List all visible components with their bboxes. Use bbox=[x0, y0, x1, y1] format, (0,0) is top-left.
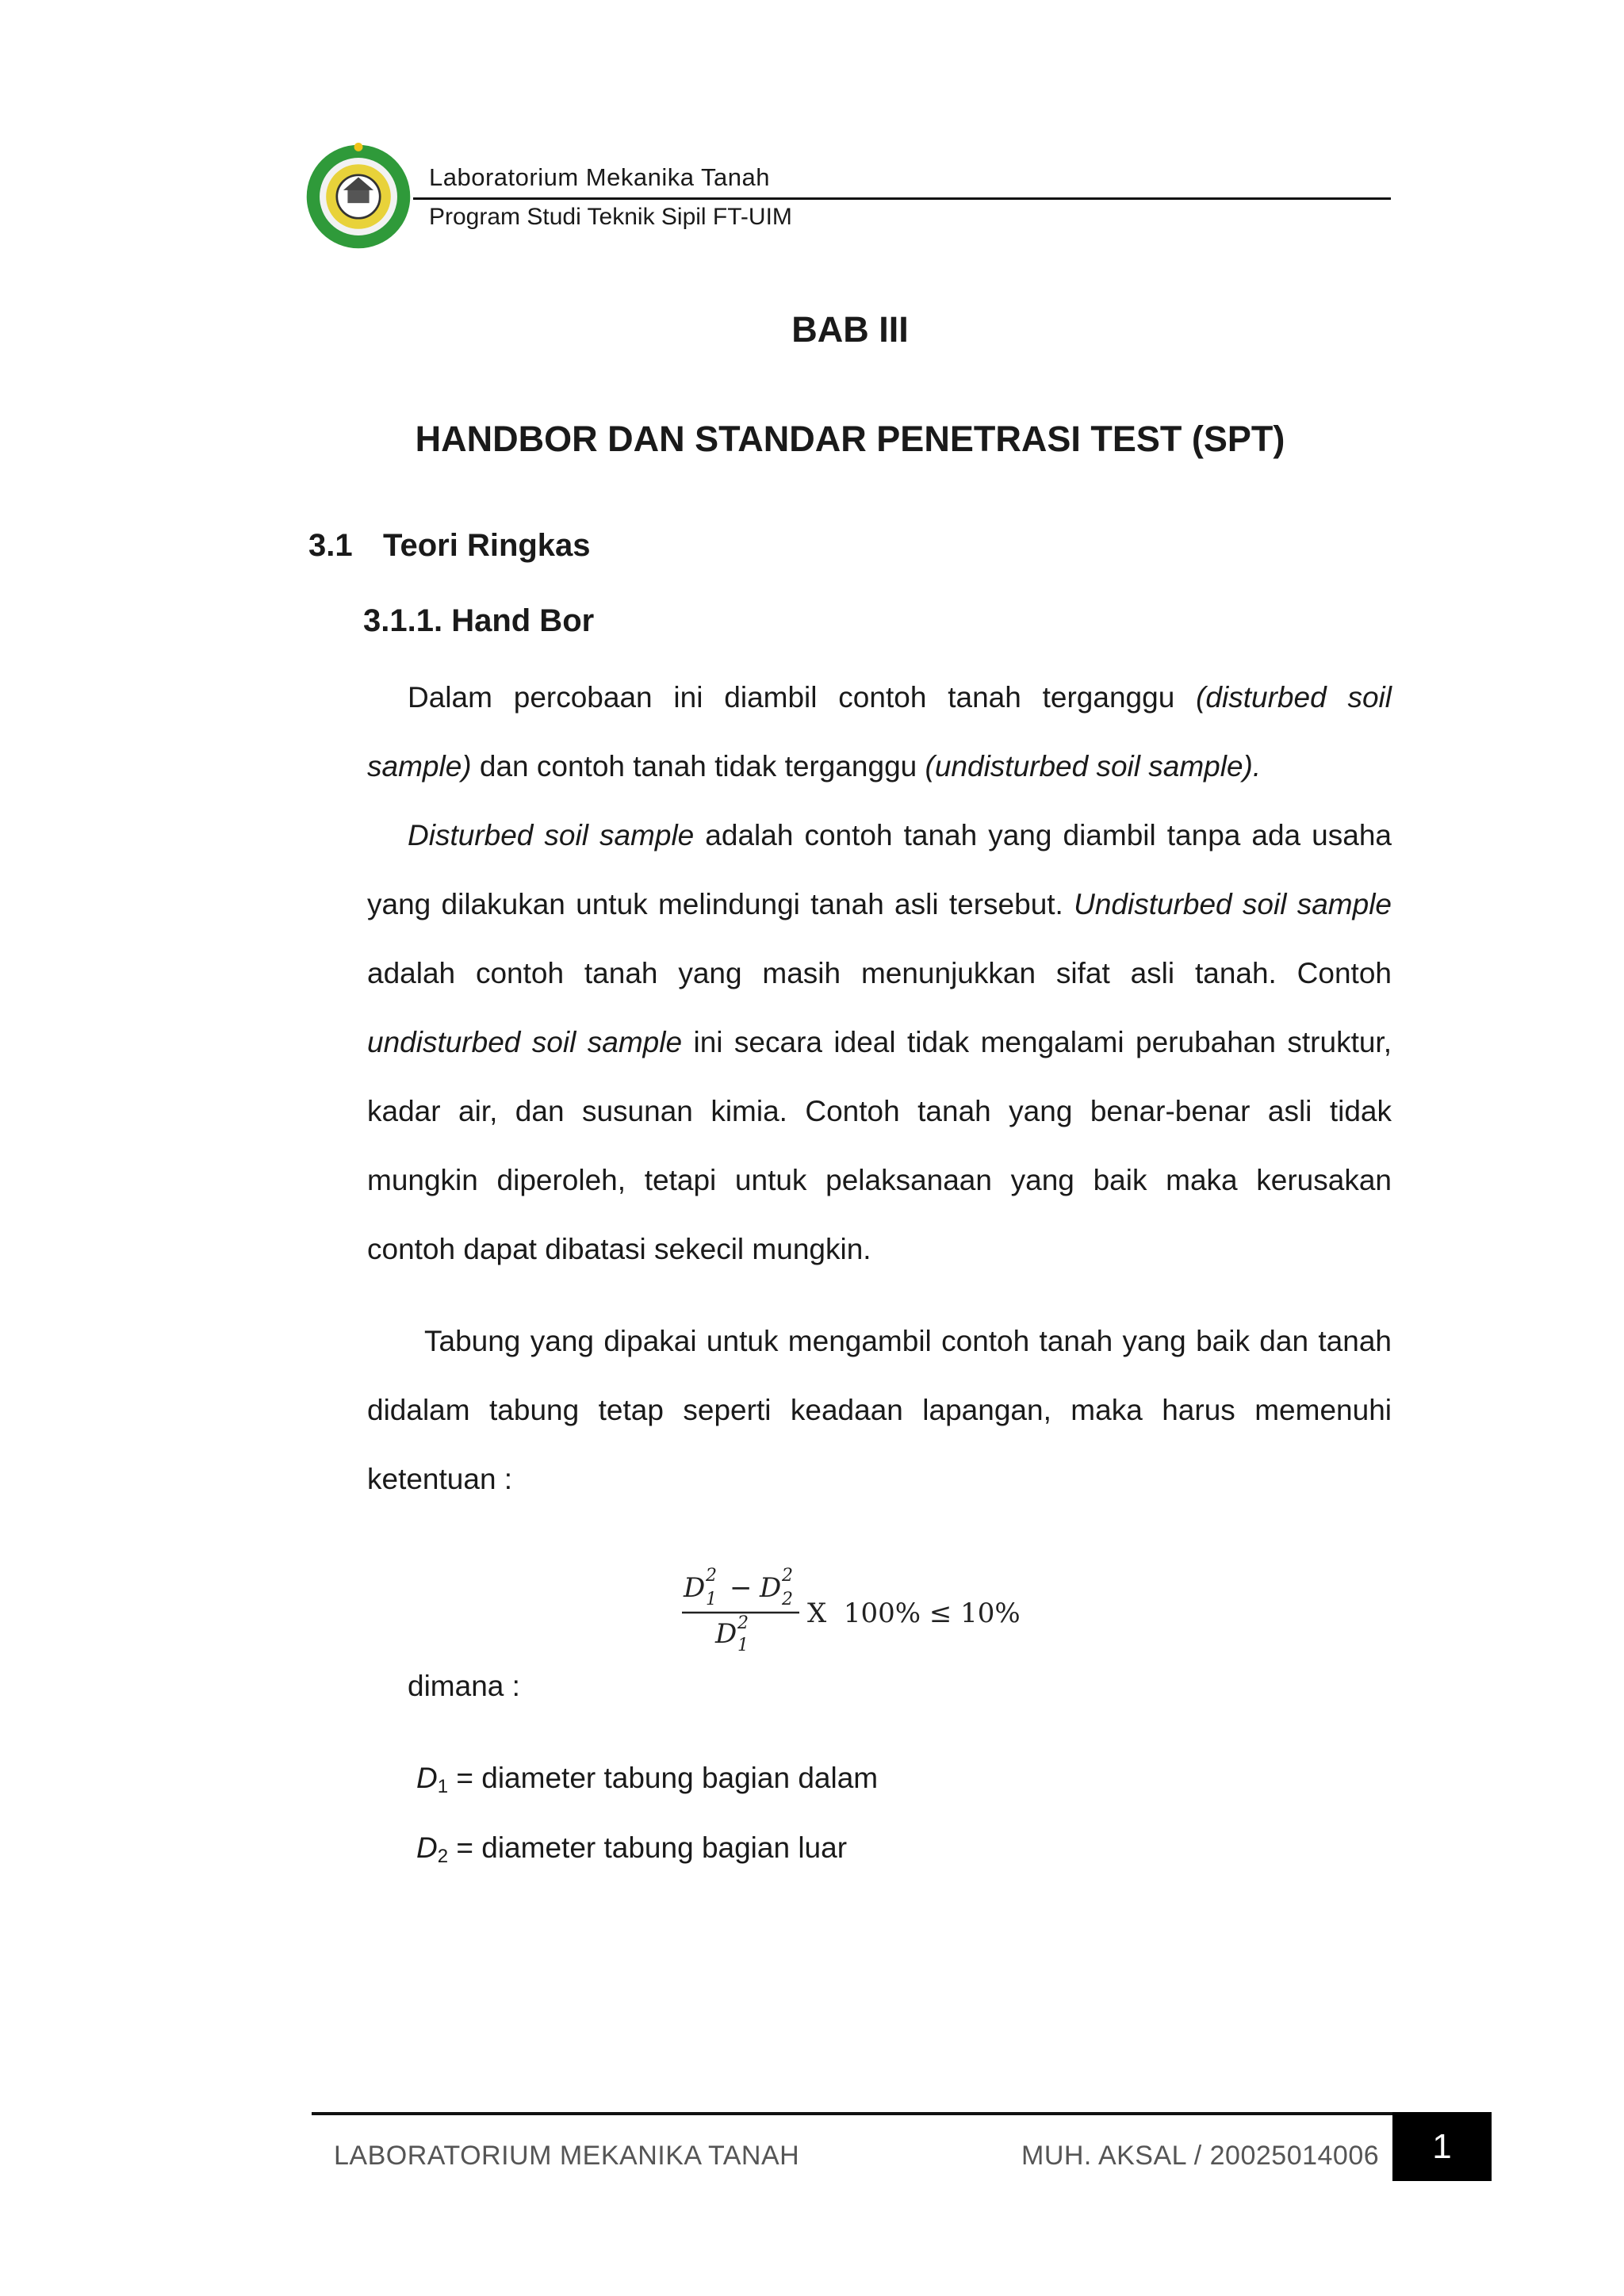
formula-minus: − bbox=[730, 1572, 753, 1604]
italic-term: Disturbed soil sample bbox=[408, 819, 695, 851]
def-symbol: D bbox=[416, 1762, 438, 1794]
formula-rhs: X 100% ≤ 10% bbox=[807, 1598, 1021, 1629]
italic-term: Undisturbed soil sample bbox=[1074, 888, 1392, 920]
paragraph-tabung: Tabung yang dipakai untuk mengambil contoh tanah yang baik dan tanah didalam tabung tetap seperti keadaan lapangan, maka harus memenuhi ketentuan : bbox=[367, 1325, 1392, 1495]
text-run: adalah contoh tanah yang diambil tanpa ada usaha yang dilakukan untuk melindungi tanah asli tersebut. bbox=[367, 819, 1392, 920]
text-run: Dalam percobaan ini diambil contoh tanah terganggu bbox=[408, 681, 1197, 714]
text-run: dan contoh tanah tidak terganggu bbox=[471, 750, 925, 783]
subsection-heading: 3.1.1. Hand Bor bbox=[363, 603, 595, 638]
chapter-number: BAB III bbox=[791, 309, 909, 350]
text-run: ini secara ideal tidak mengalami perubahan struktur, kadar air, dan susunan kimia. Contoh tanah yang benar-benar asli tidak mungkin diperoleh, tetapi untuk pelaksanaan yang baik maka kerusakan contoh dapat dibatasi sekecil mungkin. bbox=[367, 1026, 1392, 1265]
formula-den-d1: D bbox=[715, 1618, 737, 1650]
header-rule bbox=[413, 197, 1391, 200]
definition-d2 bbox=[416, 1831, 847, 1868]
footer-rule bbox=[312, 2112, 1396, 2115]
header-lab-name: Laboratorium Mekanika Tanah bbox=[429, 163, 770, 191]
italic-term: undisturbed soil sample bbox=[367, 1026, 683, 1058]
paragraph-definition bbox=[367, 801, 1392, 1284]
section-title: Teori Ringkas bbox=[383, 528, 591, 563]
def-subscript: 1 bbox=[437, 1776, 449, 1797]
body-text-2 bbox=[367, 1307, 1392, 1513]
paragraph-intro bbox=[367, 663, 1392, 801]
formula-sub: 1 bbox=[737, 1636, 749, 1654]
def-subscript: 2 bbox=[437, 1846, 449, 1867]
formula-sup: 2 bbox=[706, 1566, 717, 1586]
def-symbol: D bbox=[416, 1831, 438, 1864]
def-text: = diameter tabung bagian luar bbox=[448, 1831, 848, 1864]
formula-num-d2: D bbox=[760, 1572, 782, 1604]
header-program: Program Studi Teknik Sipil FT-UIM bbox=[429, 204, 792, 230]
italic-term: (disturbed soil sample) bbox=[367, 681, 1392, 783]
formula-sub: 2 bbox=[782, 1590, 793, 1609]
university-logo bbox=[304, 143, 412, 251]
italic-term: (undisturbed soil sample). bbox=[925, 750, 1262, 783]
body-text bbox=[367, 663, 1392, 1284]
page-number: 1 bbox=[1392, 2112, 1492, 2181]
footer-author: MUH. AKSAL / 20025014006 bbox=[1021, 2141, 1380, 2171]
dimana-label: dimana : bbox=[408, 1670, 520, 1702]
def-text: = diameter tabung bagian dalam bbox=[448, 1762, 879, 1794]
text-run: adalah contoh tanah yang masih menunjukkan sifat asli tanah. Contoh bbox=[367, 957, 1392, 989]
chapter-title: HANDBOR DAN STANDAR PENETRASI TEST (SPT) bbox=[415, 419, 1285, 459]
formula-num-d1: D bbox=[684, 1572, 706, 1604]
formula-sup: 2 bbox=[737, 1613, 749, 1633]
formula bbox=[674, 1559, 1031, 1654]
formula-sub: 1 bbox=[706, 1590, 717, 1609]
definition-d1 bbox=[416, 1762, 878, 1798]
footer-lab-name: LABORATORIUM MEKANIKA TANAH bbox=[334, 2141, 800, 2171]
formula-sup: 2 bbox=[782, 1566, 793, 1586]
section-number: 3.1 bbox=[308, 528, 353, 563]
